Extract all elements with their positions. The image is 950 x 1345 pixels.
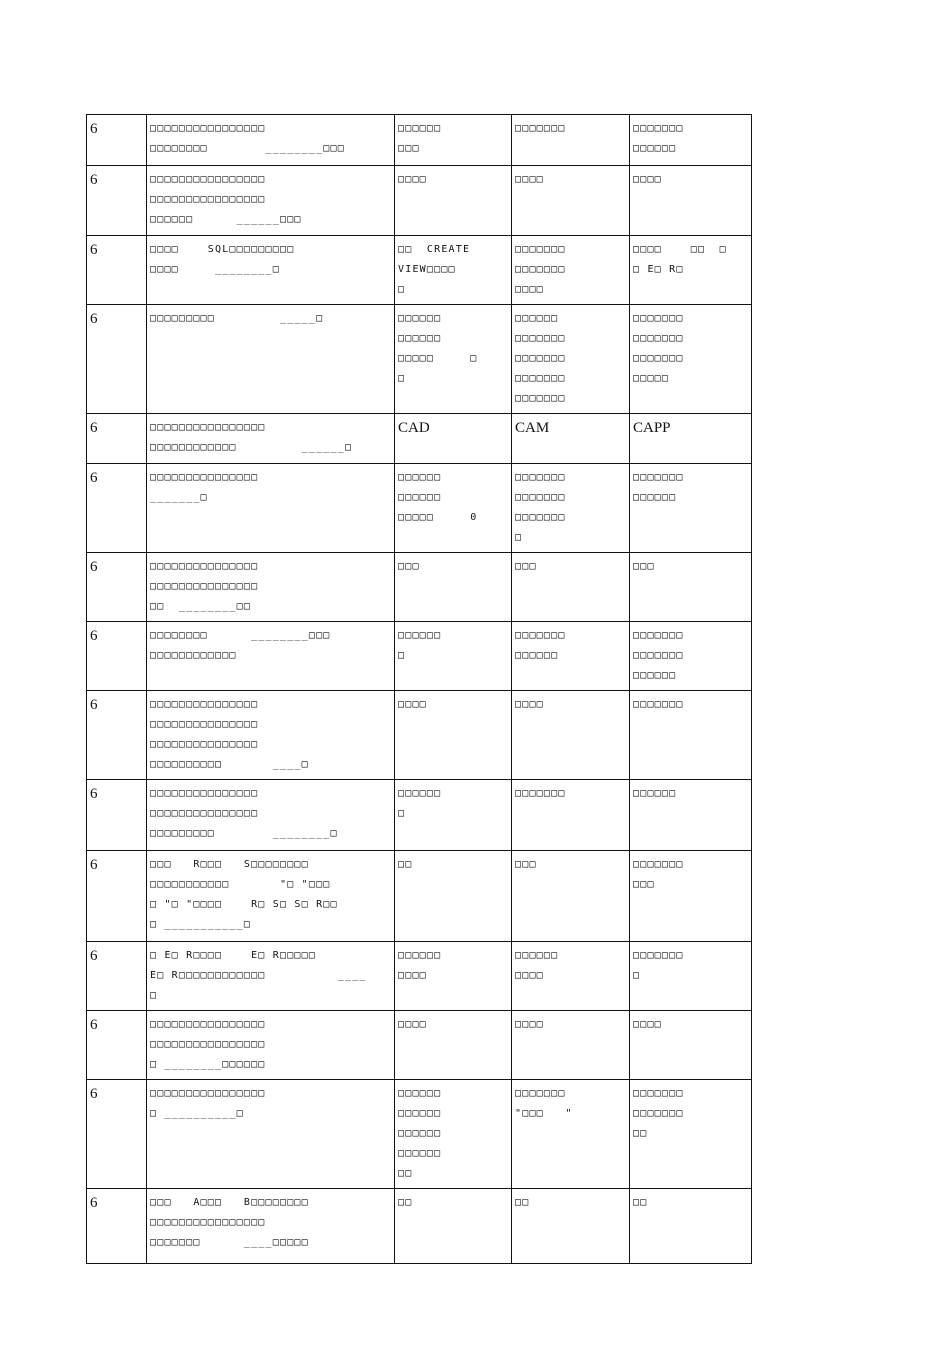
option-a: □□ — [395, 851, 512, 942]
question-text: □□□□□□□□□□□□□□□□ □ __________□ — [147, 1080, 395, 1189]
option-c: □□□ — [630, 553, 752, 622]
option-c: □□□□□□□ □□□□□□□ □□ — [630, 1080, 752, 1189]
option-c: □□□□□□□ □□□ — [630, 851, 752, 942]
question-number: 6 — [87, 464, 147, 553]
question-number: 6 — [87, 236, 147, 305]
option-b: □□□□□□□ □□□□□□□ □□□□ — [512, 236, 630, 305]
table-row — [87, 1189, 752, 1264]
option-a: □□□□ — [395, 166, 512, 236]
option-a: □□□□□□ □ — [395, 780, 512, 851]
option-c: □□□□ — [630, 1011, 752, 1080]
option-a: □□ — [395, 1189, 512, 1264]
option-b: □□□□□□□ — [512, 780, 630, 851]
table-row — [87, 780, 752, 851]
table-row — [87, 464, 752, 553]
table-row — [87, 236, 752, 305]
question-number: 6 — [87, 414, 147, 464]
question-text: □□□□□□□□□□□□□□□□ □□□□□□□□□□□□□□□□ □ ________□□□□□□ — [147, 1011, 395, 1080]
table-row — [87, 622, 752, 691]
table-row — [87, 851, 752, 942]
question-text: □□□ R□□□ S□□□□□□□□ □□□□□□□□□□□ "□ "□□□ □ "□ "□□□□ R□ S□ S□ R□□ □ ___________□ — [147, 851, 395, 942]
question-text: □□□□□□□□ ________□□□ □□□□□□□□□□□□ — [147, 622, 395, 691]
option-a: □□□□□□ □□□□ — [395, 942, 512, 1011]
question-number: 6 — [87, 1189, 147, 1264]
option-b: □□□□ — [512, 1011, 630, 1080]
question-text: □ E□ R□□□□ E□ R□□□□□ E□ R□□□□□□□□□□□□ ____ □ — [147, 942, 395, 1011]
table-row — [87, 1080, 752, 1189]
question-number: 6 — [87, 942, 147, 1011]
question-number: 6 — [87, 553, 147, 622]
table-row — [87, 553, 752, 622]
option-a: □□□□□□ □□□□□□ □□□□□ 0 — [395, 464, 512, 553]
option-a: □□□□□□ □□□□□□ □□□□□□ □□□□□□ □□ — [395, 1080, 512, 1189]
option-b: □□□□ — [512, 691, 630, 780]
question-number: 6 — [87, 305, 147, 414]
option-b: □□□□□□□ □□□□□□□ □□□□□□□ □ — [512, 464, 630, 553]
table-row — [87, 414, 752, 464]
question-text: □□□□□□□□□□□□□□□□ □□□□□□□□□□□□□□□□ □□□□□□ ______□□□ — [147, 166, 395, 236]
option-b: □□□□□□□ □□□□□□ — [512, 622, 630, 691]
question-text: □□□□□□□□□□□□□□□ _______□ — [147, 464, 395, 553]
option-b: □□□□□□□ "□□□ " — [512, 1080, 630, 1189]
option-c: □□□□ — [630, 166, 752, 236]
question-number: 6 — [87, 622, 147, 691]
question-number: 6 — [87, 691, 147, 780]
table-row — [87, 305, 752, 414]
question-text: □□□□□□□□□□□□□□□ □□□□□□□□□□□□□□□ □□□□□□□□□□□□□□□ □□□□□□□□□□ ____□ — [147, 691, 395, 780]
option-c: □□□□□□□ — [630, 691, 752, 780]
option-a: □□□ — [395, 553, 512, 622]
option-b: CAM — [512, 414, 630, 464]
option-a: □□ CREATE VIEW□□□□ □ — [395, 236, 512, 305]
option-b: □□□ — [512, 851, 630, 942]
option-c: CAPP — [630, 414, 752, 464]
option-c: □□□□□□ — [630, 780, 752, 851]
question-number: 6 — [87, 851, 147, 942]
question-number: 6 — [87, 780, 147, 851]
option-c: □□□□□□□ □□□□□□□ □□□□□□ — [630, 622, 752, 691]
option-a: □□□□□□ □□□□□□ □□□□□ □ □ — [395, 305, 512, 414]
question-number: 6 — [87, 115, 147, 166]
option-c: □□ — [630, 1189, 752, 1264]
option-a: □□□□ — [395, 691, 512, 780]
table-row — [87, 166, 752, 236]
option-c: □□□□□□□ □□□□□□□ □□□□□□□ □□□□□ — [630, 305, 752, 414]
question-text: □□□ A□□□ B□□□□□□□□ □□□□□□□□□□□□□□□□ □□□□□□□ ____□□□□□ — [147, 1189, 395, 1264]
table-row — [87, 691, 752, 780]
option-c: □□□□ □□ □ □ E□ R□ — [630, 236, 752, 305]
question-text: □□□□□□□□□□□□□□□□ □□□□□□□□□□□□ ______□ — [147, 414, 395, 464]
question-number: 6 — [87, 166, 147, 236]
table-row — [87, 942, 752, 1011]
option-b: □□□□□□ □□□□□□□ □□□□□□□ □□□□□□□ □□□□□□□ — [512, 305, 630, 414]
question-table — [86, 114, 752, 1264]
option-b: □□□□□□□ — [512, 115, 630, 166]
question-text: □□□□□□□□□□□□□□□ □□□□□□□□□□□□□□□ □□ ________□□ — [147, 553, 395, 622]
option-c: □□□□□□□ □□□□□□ — [630, 464, 752, 553]
option-b: □□□□ — [512, 166, 630, 236]
option-b: □□□ — [512, 553, 630, 622]
option-c: □□□□□□□ □ — [630, 942, 752, 1011]
table-row — [87, 1011, 752, 1080]
option-a: □□□□□□ □□□ — [395, 115, 512, 166]
option-a: □□□□□□ □ — [395, 622, 512, 691]
question-number: 6 — [87, 1011, 147, 1080]
question-number: 6 — [87, 1080, 147, 1189]
table-row — [87, 115, 752, 166]
option-b: □□□□□□ □□□□ — [512, 942, 630, 1011]
question-text: □□□□ SQL□□□□□□□□□ □□□□ ________□ — [147, 236, 395, 305]
option-b: □□ — [512, 1189, 630, 1264]
option-a: CAD — [395, 414, 512, 464]
option-c: □□□□□□□ □□□□□□ — [630, 115, 752, 166]
question-text: □□□□□□□□□□□□□□□□ □□□□□□□□ ________□□□ — [147, 115, 395, 166]
question-text: □□□□□□□□□□□□□□□ □□□□□□□□□□□□□□□ □□□□□□□□□ ________□ — [147, 780, 395, 851]
option-a: □□□□ — [395, 1011, 512, 1080]
question-text: □□□□□□□□□ _____□ — [147, 305, 395, 414]
